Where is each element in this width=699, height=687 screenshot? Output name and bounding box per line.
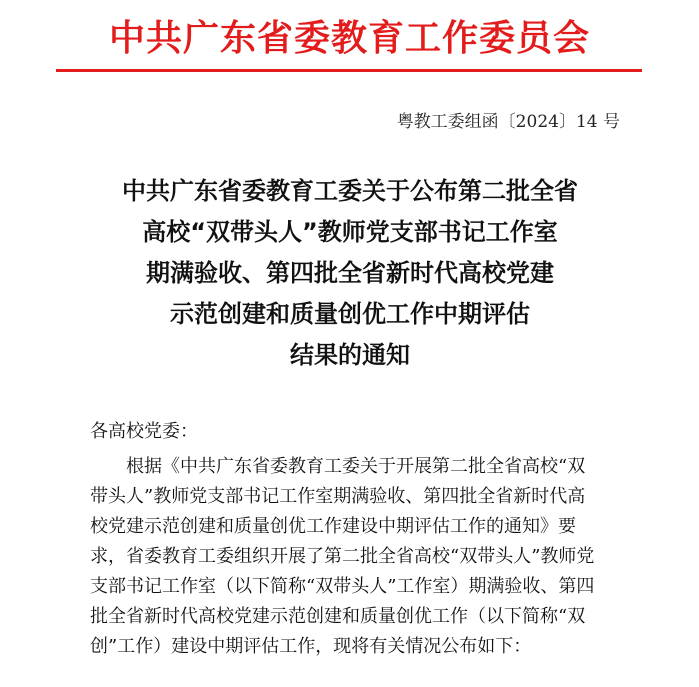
title-line: 结果的通知 (290, 341, 410, 369)
body-line: 带头人”教师党支部书记工作室期满验收、第四批全省新时代高 (90, 486, 586, 507)
body-line: 创”工作）建设中期评估工作，现将有关情况公布如下： (90, 636, 532, 657)
body-paragraph (90, 452, 612, 662)
title-line: 高校“双带头人”教师党支部书记工作室 (142, 218, 558, 246)
title-line: 示范创建和质量创优工作中期评估 (170, 300, 530, 328)
org-header-title: 中共广东省委教育工作委员会 (108, 17, 590, 59)
title-line: 中共广东省委教育工委关于公布第二批全省 (122, 177, 578, 205)
document-number: 粤教工委组函〔2024〕14 号 (396, 112, 620, 132)
document-title (60, 171, 640, 376)
body-line: 校党建示范创建和质量创优工作建设中期评估工作的通知》要 (90, 516, 576, 537)
title-line: 期满验收、第四批全省新时代高校党建 (146, 259, 554, 287)
salutation: 各高校党委： (90, 421, 198, 442)
body-line: 支部书记工作室（以下简称“双带头人”工作室）期满验收、第四 (90, 576, 595, 597)
red-divider-line (56, 69, 642, 72)
body-line: 根据《中共广东省委教育工委关于开展第二批全省高校“双 (126, 456, 586, 477)
body-line: 求，省委教育工委组织开展了第二批全省高校“双带头人”教师党 (90, 546, 595, 567)
body-line: 批全省新时代高校党建示范创建和质量创优工作（以下简称“双 (90, 606, 586, 627)
